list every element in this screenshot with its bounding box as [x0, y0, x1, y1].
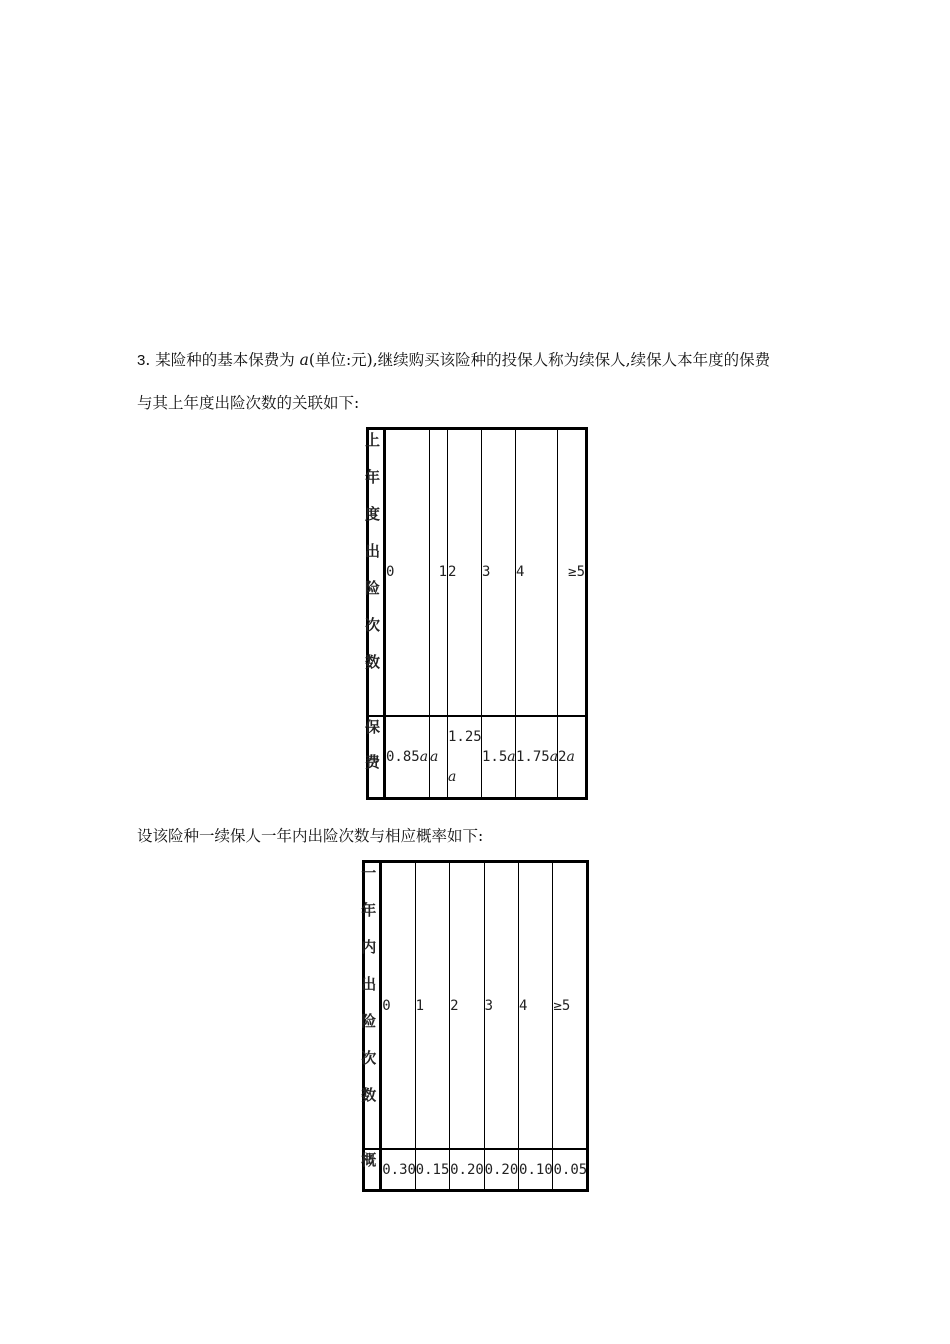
- probability-table: [359, 860, 589, 1192]
- premium-cell: 1.75a: [516, 716, 558, 799]
- question-line-1: [137, 350, 770, 371]
- claims-cell: 2: [448, 429, 482, 716]
- question-line-3: 设该险种一续保人一年内出险次数与相应概率如下:: [137, 827, 484, 845]
- claims-cell: 1: [430, 429, 448, 716]
- claims-last-year-header: 上年度出险次数: [368, 429, 385, 716]
- claims-cell: 4: [519, 862, 553, 1150]
- probability-cell: 0.05: [553, 1149, 588, 1190]
- premium-cell: 1.25 a: [448, 716, 482, 799]
- question-text-part1: . 某险种的基本保费为: [145, 351, 300, 369]
- premium-table: [363, 427, 588, 800]
- probability-cell: 0.10: [519, 1149, 553, 1190]
- question-number: 3: [137, 352, 146, 369]
- claims-cell: ≥5: [558, 429, 587, 716]
- premium-table-row-premium: [368, 716, 587, 799]
- probability-cell: 0.15: [415, 1149, 449, 1190]
- claims-cell: 3: [482, 429, 516, 716]
- premium-cell: 0.85a: [385, 716, 430, 799]
- claims-cell: 2: [450, 862, 484, 1150]
- premium-table-row-claims: [368, 429, 587, 716]
- claims-cell: 0: [385, 429, 430, 716]
- premium-cell: 1.5a: [482, 716, 516, 799]
- claims-cell: 3: [484, 862, 518, 1150]
- premium-cell: a: [430, 716, 448, 799]
- claims-cell: ≥5: [553, 862, 588, 1150]
- variable-a: a: [299, 351, 309, 369]
- probability-header: 概: [364, 1149, 381, 1190]
- probability-cell: 0.30: [381, 1149, 415, 1190]
- question-line-2: 与其上年度出险次数的关联如下:: [137, 394, 360, 412]
- claims-cell: 1: [415, 862, 449, 1150]
- probability-cell: 0.20: [484, 1149, 518, 1190]
- premium-header: 保费: [368, 716, 385, 799]
- probability-table-row-prob: [364, 1149, 588, 1190]
- premium-cell: 2a: [558, 716, 587, 799]
- claims-cell: 4: [516, 429, 558, 716]
- claims-cell: 0: [381, 862, 415, 1150]
- probability-cell: 0.20: [450, 1149, 484, 1190]
- claims-in-year-header: 一年内出险次数: [364, 862, 381, 1150]
- probability-table-row-claims: [364, 862, 588, 1150]
- question-text-part2: (单位:元),继续购买该险种的投保人称为续保人,续保人本年度的保费: [308, 351, 771, 369]
